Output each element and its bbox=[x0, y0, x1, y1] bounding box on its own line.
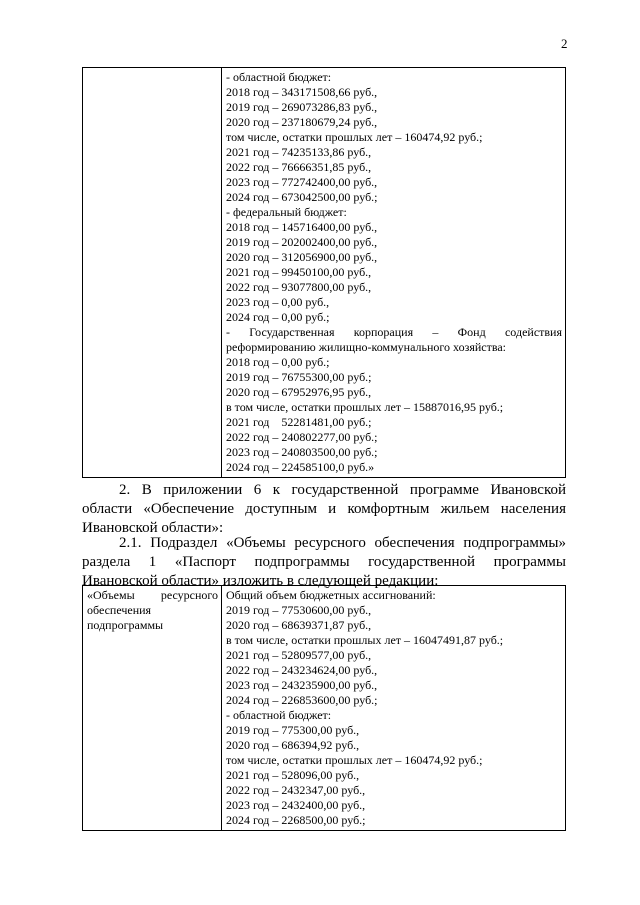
table-line: 2023 год – 243235900,00 руб., bbox=[226, 678, 378, 692]
table-line: 2019 год – 269073286,83 руб., bbox=[226, 100, 378, 114]
table-line: 2019 год – 77530600,00 руб., bbox=[226, 603, 372, 617]
table-line: 2024 год – 224585100,0 руб.» bbox=[226, 460, 375, 474]
paragraph-line: раздела 1 «Паспорт подпрограммы государственной программы bbox=[82, 554, 566, 570]
table-line: 2018 год – 0,00 руб.; bbox=[226, 355, 330, 369]
table-line: 2022 год – 240802277,00 руб.; bbox=[226, 430, 378, 444]
table-line: 2021 год 52281481,00 руб.; bbox=[226, 415, 372, 429]
table-line: 2020 год – 67952976,95 руб., bbox=[226, 385, 372, 399]
table-line: 2020 год – 312056900,00 руб., bbox=[226, 250, 378, 264]
table-line: 2021 год – 99450100,00 руб., bbox=[226, 265, 372, 279]
table-line: том числе, остатки прошлых лет – 160474,92 руб.; bbox=[226, 130, 483, 144]
table-line: 2024 год – 673042500,00 руб.; bbox=[226, 190, 378, 204]
table-line: в том числе, остатки прошлых лет – 15887016,95 руб.; bbox=[226, 400, 504, 414]
table-line: 2022 год – 93077800,00 руб., bbox=[226, 280, 372, 294]
table-line: - Государственная корпорация – Фонд содействия bbox=[226, 325, 562, 339]
table-line: реформированию жилищно-коммунального хозяйства: bbox=[226, 340, 507, 354]
label-line: подпрограммы bbox=[87, 618, 164, 632]
table-line: 2023 год – 2432400,00 руб., bbox=[226, 798, 366, 812]
paragraph-subsection-2-1 bbox=[82, 534, 566, 591]
table-line: - федеральный бюджет: bbox=[226, 205, 347, 219]
table-row bbox=[83, 586, 566, 831]
table-line: 2019 год – 76755300,00 руб.; bbox=[226, 370, 372, 384]
table-line: - областной бюджет: bbox=[226, 70, 332, 84]
table-line: 2022 год – 76666351,85 руб., bbox=[226, 160, 372, 174]
table-line: 2021 год – 52809577,00 руб., bbox=[226, 648, 372, 662]
table-line: 2019 год – 202002400,00 руб., bbox=[226, 235, 378, 249]
table-line: 2023 год – 0,00 руб., bbox=[226, 295, 330, 309]
table-line: 2023 год – 772742400,00 руб., bbox=[226, 175, 378, 189]
table-label-cell bbox=[83, 586, 222, 831]
table-line: 2024 год – 0,00 руб.; bbox=[226, 310, 330, 324]
paragraph-appendix-6 bbox=[82, 481, 566, 538]
table-line: 2019 год – 775300,00 руб., bbox=[226, 723, 360, 737]
table-line: 2020 год – 686394,92 руб., bbox=[226, 738, 360, 752]
label-line: обеспечения bbox=[87, 603, 152, 617]
table-line: 2018 год – 145716400,00 руб., bbox=[226, 220, 378, 234]
table-row bbox=[83, 68, 566, 478]
table-line: - областной бюджет: bbox=[226, 708, 332, 722]
table-line: 2020 год – 68639371,87 руб., bbox=[226, 618, 372, 632]
paragraph-line: Ивановской области»: bbox=[82, 520, 224, 536]
table-value-cell bbox=[222, 68, 566, 478]
page-number: 2 bbox=[561, 36, 568, 51]
table-value-cell bbox=[222, 586, 566, 831]
paragraph-line: 2.1. Подраздел «Объемы ресурсного обеспечения подпрограммы» bbox=[119, 535, 566, 551]
table-line: 2023 год – 240803500,00 руб.; bbox=[226, 445, 378, 459]
paragraph-line: области «Обеспечение доступным и комфортным жильем населения bbox=[82, 501, 566, 517]
table-line: 2022 год – 2432347,00 руб., bbox=[226, 783, 366, 797]
table-line: в том числе, остатки прошлых лет – 16047491,87 руб.; bbox=[226, 633, 504, 647]
paragraph-line: 2. В приложении 6 к государственной программе Ивановской bbox=[119, 482, 566, 498]
table-label-cell bbox=[83, 68, 222, 478]
table-line: 2018 год – 343171508,66 руб., bbox=[226, 85, 378, 99]
table-line: 2024 год – 226853600,00 руб.; bbox=[226, 693, 378, 707]
table-line: том числе, остатки прошлых лет – 160474,92 руб.; bbox=[226, 753, 483, 767]
paragraph-line: Ивановской области» изложить в следующей редакции: bbox=[82, 573, 439, 589]
table-line: 2021 год – 74235133,86 руб., bbox=[226, 145, 372, 159]
table-line: Общий объем бюджетных ассигнований: bbox=[226, 588, 436, 602]
resource-support-table bbox=[82, 585, 566, 831]
table-line: 2020 год – 237180679,24 руб., bbox=[226, 115, 378, 129]
table-line: 2021 год – 528096,00 руб., bbox=[226, 768, 360, 782]
table-line: 2022 год – 243234624,00 руб., bbox=[226, 663, 378, 677]
table-line: 2024 год – 2268500,00 руб.; bbox=[226, 813, 366, 827]
budget-table-continued bbox=[82, 67, 566, 478]
label-line: «Объемы ресурсного bbox=[87, 588, 218, 602]
